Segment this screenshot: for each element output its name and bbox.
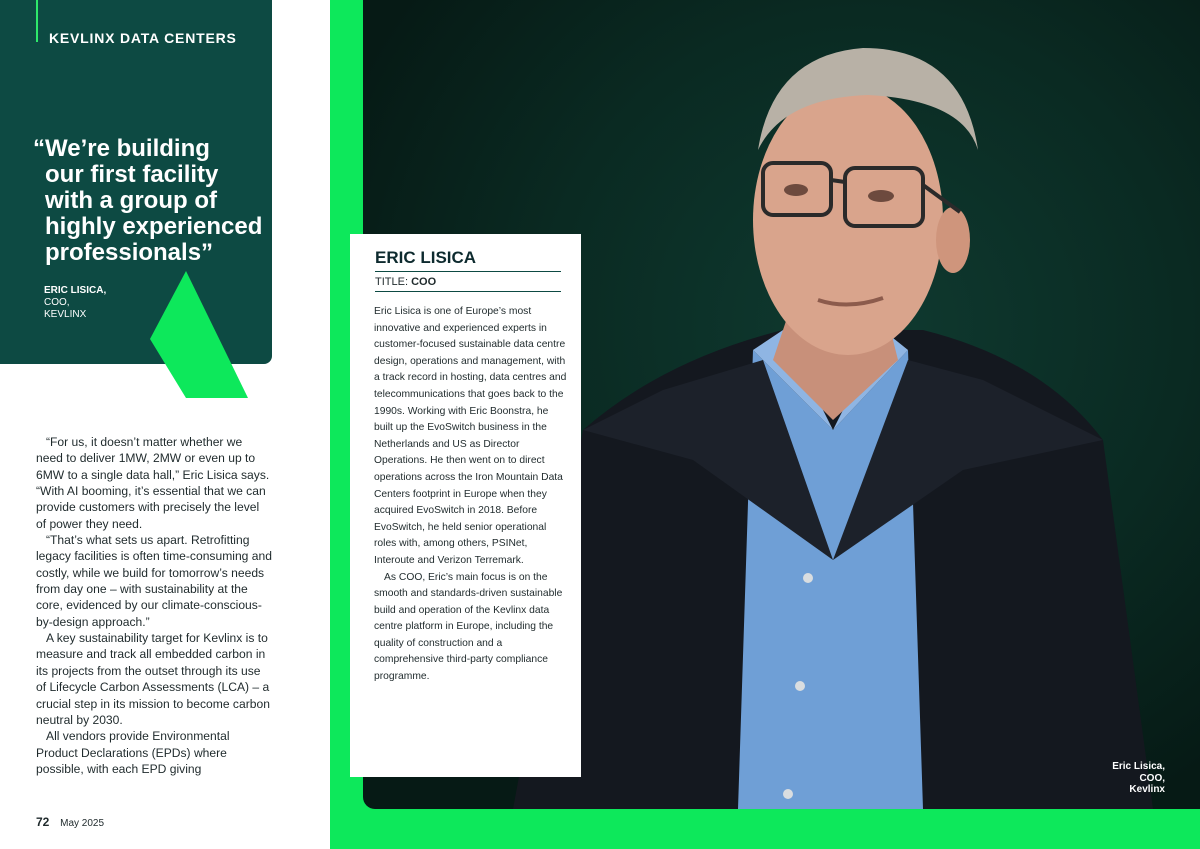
section-label: KEVLINX DATA CENTERS [49,30,237,46]
bio-paragraph: Eric Lisica is one of Europe’s most innovative and experienced experts in customer-focused sustainable data centre design, operations and management, with a track record in hosting, data centres and telecommunications that goes back to the 1990s. Working with Eric Boonstra, he built up the EvoSwitch business in the Netherlands and US as Director Operations. He then went on to direct operations across the Iron Mountain Data Centers footprint in Europe when they acquired EvoSwitch in 2018. Before EvoSwitch, he held senior operational roles with, among others, PSINet, Interoute and Verizon Terremark. [374,306,567,566]
photo-caption [1112,761,1165,796]
pull-quote-line: “We’re building [33,135,210,162]
article-body [36,434,272,777]
caption-company: Kevlinx [1129,784,1165,795]
bio-title-label: TITLE: [375,276,412,288]
bio-divider [375,291,561,292]
bio-title-value: COO [411,276,437,288]
bio-name: ERIC LISICA [375,248,477,267]
caption-name: Eric Lisica, [1112,761,1165,772]
quote-attribution [44,285,106,321]
bio-divider [375,271,561,272]
bio-text [374,304,570,686]
pull-quote-line: highly experienced [45,213,263,240]
article-paragraph: All vendors provide Environmental Product Declarations (EPDs) where possible, with each EPD giving [36,729,230,776]
article-paragraph: “That’s what sets us apart. Retrofitting legacy facilities is often time-consuming and costly, while we build for tomorrow’s needs from day one – with sustainability at the core, evidenced by our climate-conscious-by-design approach.” [36,533,272,629]
pull-quote-line: with a group of [45,187,217,214]
pull-quote [33,136,273,266]
attribution-company: KEVLINX [44,309,87,320]
bio-title [375,276,436,288]
article-paragraph: A key sustainability target for Kevlinx is to measure and track all embedded carbon in its projects from the outset through its use of Lifecycle Carbon Assessments (LCA) – a crucial step in its mission to become carbon neutral by 2030. [36,631,270,727]
article-paragraph: “For us, it doesn’t matter whether we need to deliver 1MW, 2MW or even up to 6MW to a single data hall,” Eric Lisica says. “With AI booming, it’s essential that we can provide customers with precisely the level of power they need. [36,435,270,531]
section-accent-bar [36,0,38,42]
page-footer [36,815,104,829]
attribution-name: ERIC LISICA, [44,285,107,296]
issue-date: May 2025 [60,818,105,829]
pull-quote-line: our first facility [45,161,219,188]
bio-card [350,234,581,777]
pull-quote-line: professionals” [45,239,214,266]
page-number: 72 [36,815,50,829]
caption-role: COO, [1139,772,1165,784]
bio-paragraph: As COO, Eric’s main focus is on the smooth and standards-driven sustainable build and operation of the Kevlinx data centre platform in Europe, including the quality of construction and a comprehensive third-party compliance programme. [374,571,563,683]
attribution-role: COO, [44,297,70,308]
